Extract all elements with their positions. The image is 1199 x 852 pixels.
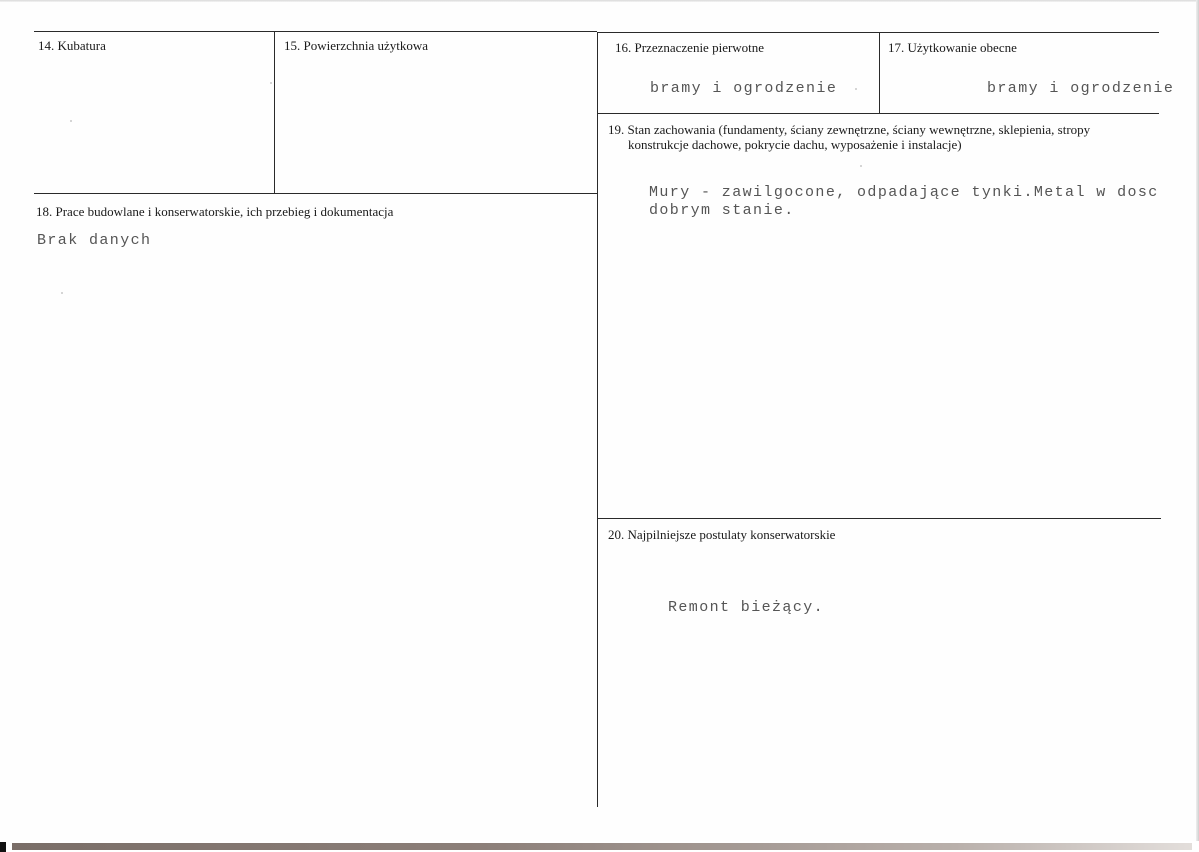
scan-corner-mark xyxy=(0,842,6,852)
divider-14-15 xyxy=(274,32,275,194)
field-16-value: bramy i ogrodzenie xyxy=(650,80,838,97)
scan-speck xyxy=(70,120,72,122)
field-18-label: 18. Prace budowlane i konserwatorskie, ich przebieg i dokumentacja xyxy=(36,204,394,219)
scan-speck xyxy=(860,165,862,167)
scan-speck xyxy=(855,88,857,90)
scan-speck xyxy=(61,292,63,294)
scan-bottom-shadow xyxy=(12,843,1192,850)
top-border-right xyxy=(597,32,1159,33)
top-border-left xyxy=(34,31,597,32)
field-19-value-line1: Mury - zawilgocone, odpadające tynki.Metal w dosc xyxy=(649,184,1159,201)
field-15-label: 15. Powierzchnia użytkowa xyxy=(284,38,429,53)
field-18-value: Brak danych xyxy=(37,232,152,249)
page-top-edge xyxy=(0,0,1199,2)
field-16-label: 16. Przeznaczenie pierwotne xyxy=(615,40,765,55)
field-17-label: 17. Użytkowanie obecne xyxy=(888,40,1017,55)
field-19-label-line2: konstrukcje dachowe, pokrycie dachu, wyposażenie i instalacje) xyxy=(628,137,962,152)
field-20-label: 20. Najpilniejsze postulaty konserwatorskie xyxy=(608,527,836,542)
field-14-label: 14. Kubatura xyxy=(38,38,106,53)
field-19-value-line2: dobrym stanie. xyxy=(649,202,795,219)
field-17-value: bramy i ogrodzenie xyxy=(987,80,1175,97)
rule-below-16-17 xyxy=(597,113,1159,114)
scan-speck xyxy=(270,82,272,84)
rule-below-14-15 xyxy=(34,193,597,194)
center-divider xyxy=(597,32,598,807)
field-19-label-line1: 19. Stan zachowania (fundamenty, ściany zewnętrzne, ściany wewnętrzne, sklepienia, stropy xyxy=(608,122,1091,137)
divider-16-17 xyxy=(879,32,880,113)
rule-below-19 xyxy=(597,518,1161,519)
field-20-value: Remont bieżący. xyxy=(668,599,825,616)
